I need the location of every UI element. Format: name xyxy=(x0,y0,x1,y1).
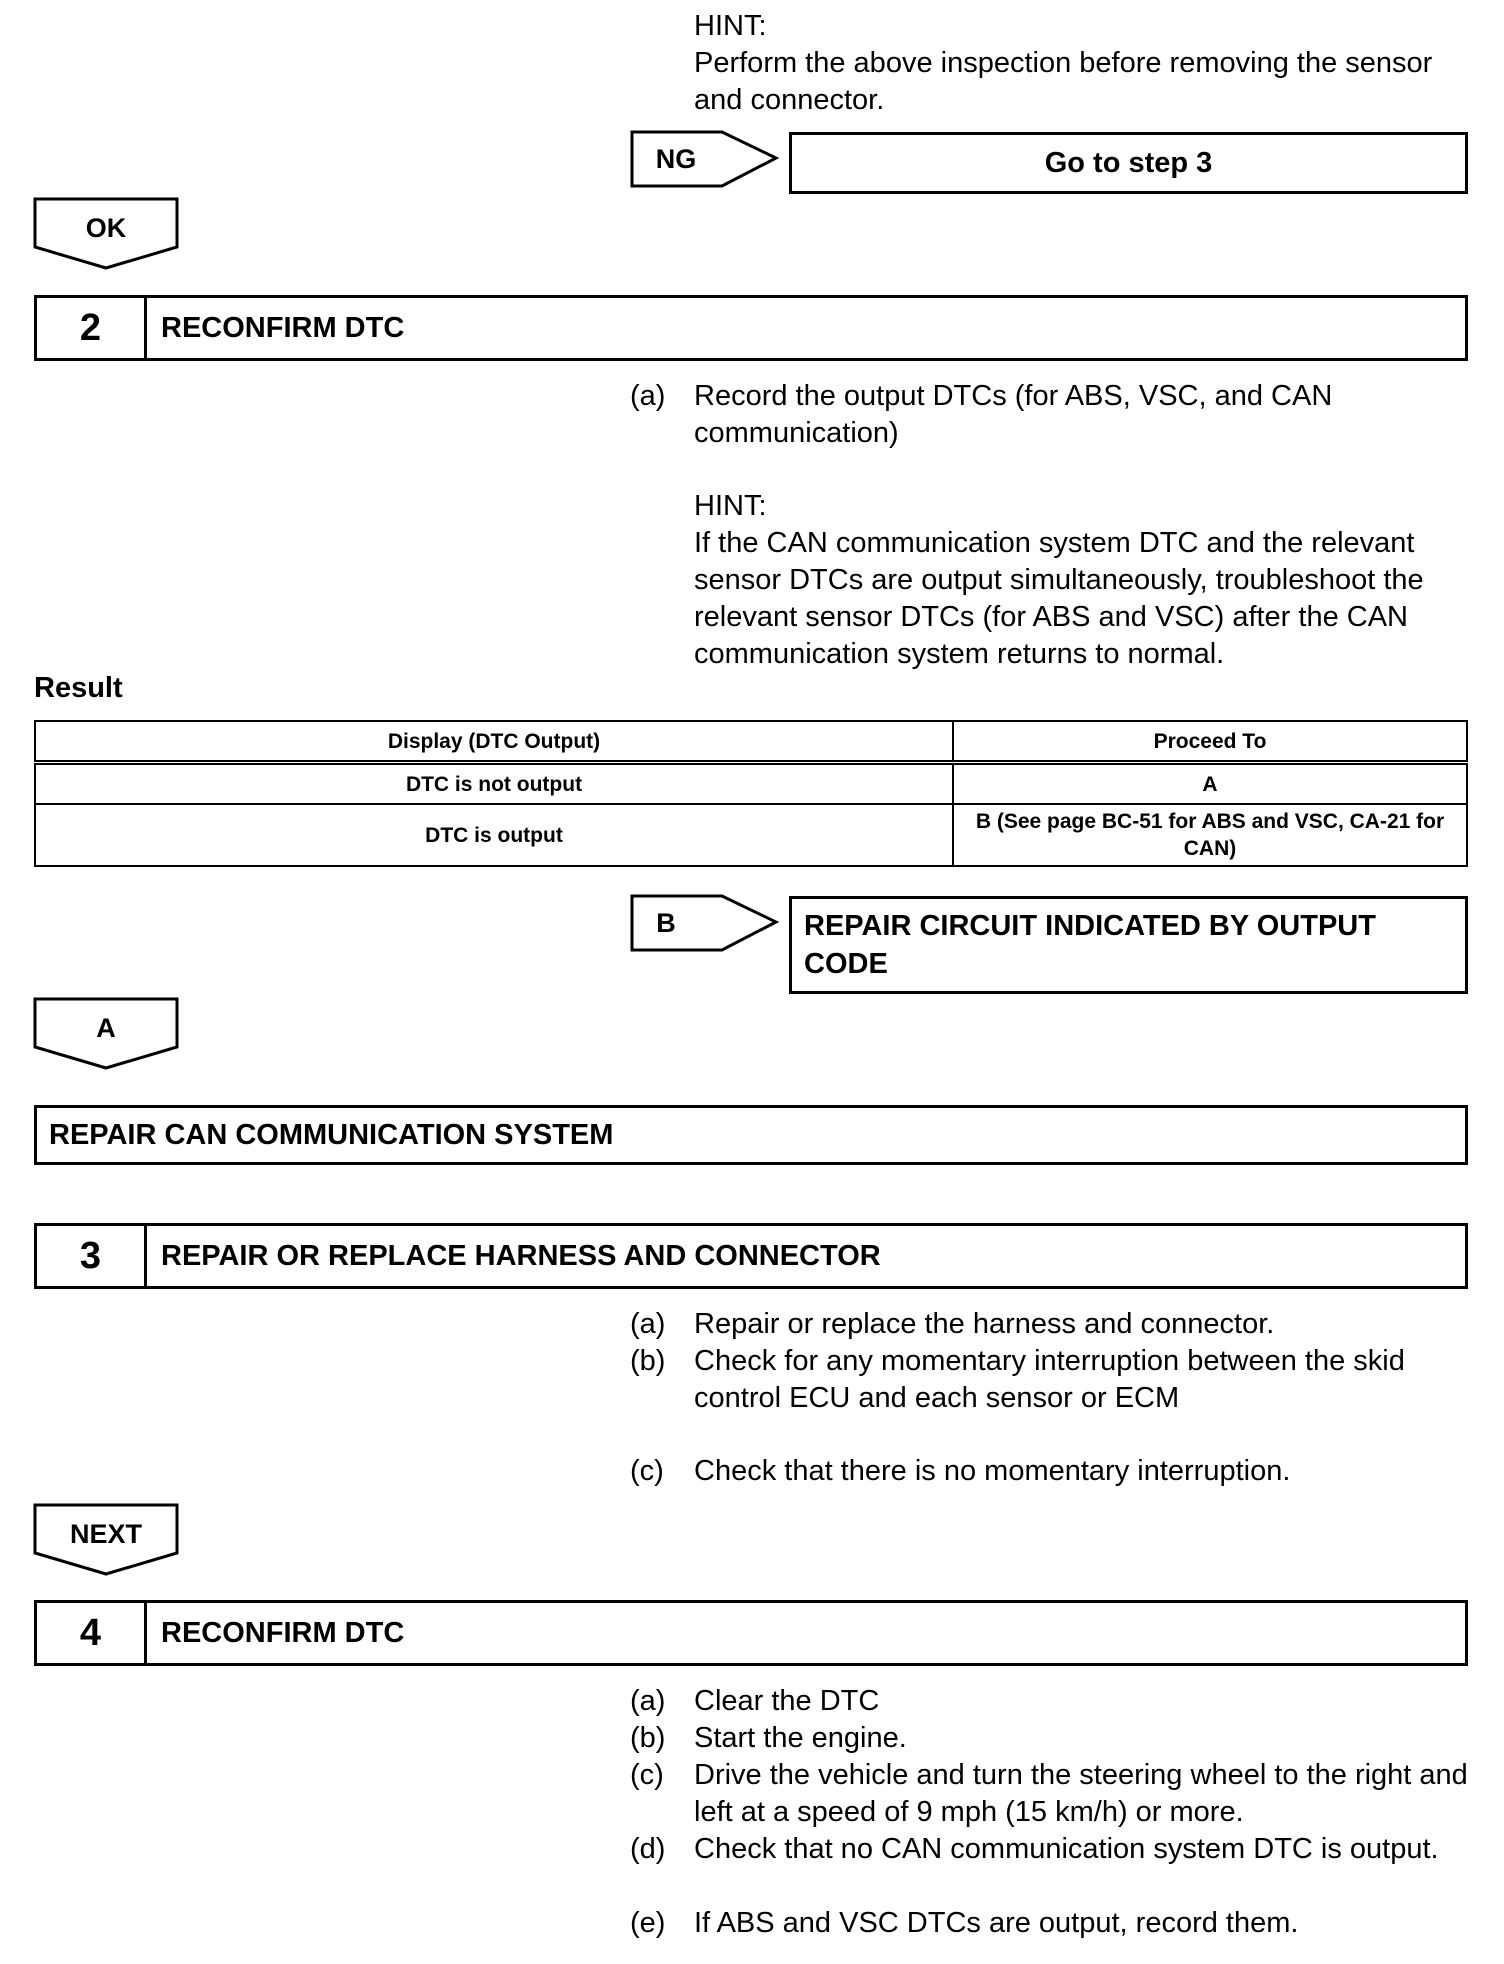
table-row xyxy=(35,804,1467,866)
ok-label: OK xyxy=(85,213,127,243)
step-4-number: 4 xyxy=(37,1603,147,1663)
step-4-item-d xyxy=(630,1831,1470,1905)
b-label: B xyxy=(656,908,676,938)
item-text: Clear the DTC xyxy=(694,1685,880,1717)
item-text: Check for any momentary interruption between the skid control ECU and each sensor or ECM xyxy=(694,1345,1405,1414)
step-3-number: 3 xyxy=(37,1226,147,1286)
item-text: Check that there is no momentary interruption. xyxy=(694,1455,1291,1487)
table-header: Display (DTC Output) xyxy=(35,721,953,763)
step-3-item-a xyxy=(630,1306,1470,1343)
step-2-item-a xyxy=(630,378,1470,458)
table-cell: DTC is not output xyxy=(35,763,953,805)
hint-text: Perform the above inspection before removing the sensor and connector. xyxy=(694,47,1433,116)
step-2-number: 2 xyxy=(37,298,147,358)
ng-arrow-icon xyxy=(630,130,780,190)
step-3-item-c xyxy=(630,1453,1470,1490)
hint-label: HINT: xyxy=(694,10,767,42)
b-target-box[interactable] xyxy=(789,896,1468,994)
ng-label: NG xyxy=(655,144,697,174)
table-cell: DTC is output xyxy=(35,804,953,866)
item-text: Record the output DTCs (for ABS, VSC, and CAN communication) xyxy=(694,380,1333,449)
table-cell: B (See page BC-51 for ABS and VSC, CA-21 for CAN) xyxy=(953,804,1467,866)
ng-target-text: Go to step 3 xyxy=(1044,146,1213,179)
b-target-text: REPAIR CIRCUIT INDICATED BY OUTPUT CODE xyxy=(804,910,1376,980)
item-text: Repair or replace the harness and connector. xyxy=(694,1308,1275,1340)
step-4-item-c xyxy=(630,1757,1470,1831)
item-label: (a) xyxy=(630,380,666,412)
step-4-item-e xyxy=(630,1905,1470,1942)
step-3-item-b xyxy=(630,1343,1470,1417)
table-header: Proceed To xyxy=(953,721,1467,763)
next-label: NEXT xyxy=(69,1519,143,1549)
step-4-header xyxy=(34,1600,1468,1666)
step-4-title: RECONFIRM DTC xyxy=(161,1616,405,1649)
repair-can-box[interactable] xyxy=(34,1105,1468,1165)
item-label: (a) xyxy=(630,1685,666,1717)
hint-label: HINT: xyxy=(694,490,767,522)
step-4-item-a xyxy=(630,1683,1470,1720)
next-arrow-icon xyxy=(33,1503,181,1577)
item-label: (c) xyxy=(630,1759,664,1791)
step-2-title: RECONFIRM DTC xyxy=(161,311,405,344)
step-4-item-b xyxy=(630,1720,1470,1757)
item-label: (a) xyxy=(630,1308,666,1340)
step-3-title: REPAIR OR REPLACE HARNESS AND CONNECTOR xyxy=(161,1239,881,1272)
item-text: Drive the vehicle and turn the steering wheel to the right and left at a speed of 9 mph (15 km/h) or more. xyxy=(694,1759,1468,1828)
hint-text: If the CAN communication system DTC and the relevant sensor DTCs are output simultaneously, troubleshoot the relevant sensor DTCs (for ABS and VSC) after the CAN communication system returns to normal. xyxy=(694,527,1424,670)
table-cell: A xyxy=(953,763,1467,805)
item-text: Start the engine. xyxy=(694,1722,907,1754)
step-2-hint xyxy=(694,488,1469,673)
item-text: Check that no CAN communication system DTC is output. xyxy=(694,1833,1439,1865)
a-label: A xyxy=(96,1013,116,1043)
item-label: (c) xyxy=(630,1455,664,1487)
item-label: (d) xyxy=(630,1833,666,1865)
item-label: (b) xyxy=(630,1722,666,1754)
ng-target-box[interactable] xyxy=(789,132,1468,194)
a-arrow-icon xyxy=(33,997,181,1071)
repair-can-title: REPAIR CAN COMMUNICATION SYSTEM xyxy=(49,1118,614,1151)
hint-block xyxy=(694,8,1454,119)
ok-arrow-icon xyxy=(33,197,181,271)
table-row xyxy=(35,763,1467,805)
item-text: If ABS and VSC DTCs are output, record them. xyxy=(694,1907,1299,1939)
result-label: Result xyxy=(34,672,123,704)
b-arrow-icon xyxy=(630,894,780,954)
table-header-row xyxy=(35,721,1467,763)
item-label: (e) xyxy=(630,1907,666,1939)
step-3-header xyxy=(34,1223,1468,1289)
item-label: (b) xyxy=(630,1345,666,1377)
result-table xyxy=(34,720,1468,867)
step-2-header xyxy=(34,295,1468,361)
